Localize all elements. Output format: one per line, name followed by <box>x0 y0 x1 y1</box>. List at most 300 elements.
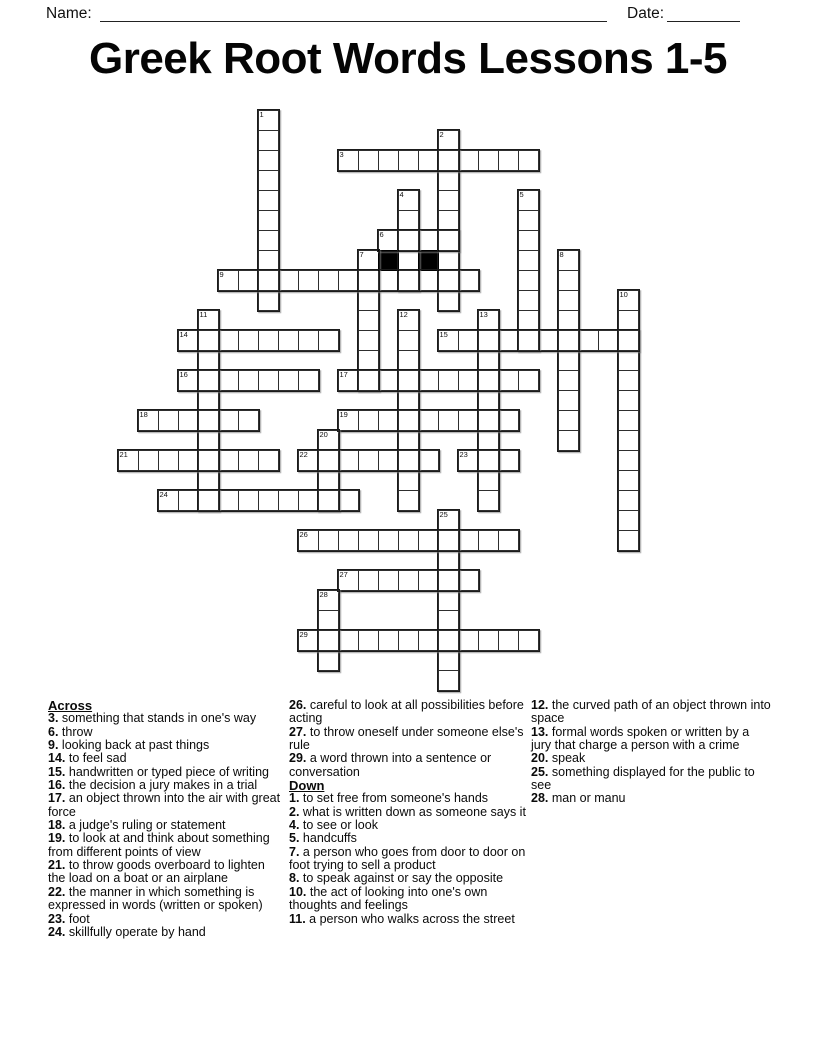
grid-cell[interactable] <box>258 330 279 351</box>
grid-cell[interactable] <box>518 630 539 651</box>
grid-cell[interactable] <box>298 630 319 651</box>
cell-number-24: 24 <box>159 490 168 499</box>
grid-cell[interactable] <box>618 410 639 431</box>
grid-cell[interactable] <box>438 410 459 431</box>
grid-cell[interactable] <box>378 450 399 471</box>
grid-cell[interactable] <box>618 370 639 391</box>
grid-cell[interactable] <box>518 250 539 271</box>
clue-number: 21. <box>48 858 66 873</box>
grid-cell[interactable] <box>558 250 579 271</box>
clue-text: a judge's ruling or statement <box>65 818 226 833</box>
grid-cell[interactable] <box>358 310 379 331</box>
grid-cell[interactable] <box>198 310 219 331</box>
grid-cell[interactable] <box>398 250 419 271</box>
cell-number-11: 11 <box>199 310 208 319</box>
grid-cell[interactable] <box>438 550 459 571</box>
grid-cell[interactable] <box>358 530 379 551</box>
clue-number: 2. <box>289 804 300 819</box>
cell-number-14: 14 <box>179 330 188 339</box>
clue-number: 20. <box>531 751 549 766</box>
grid-cell[interactable] <box>518 370 539 391</box>
grid-cell[interactable] <box>178 490 199 511</box>
grid-cell[interactable] <box>458 570 479 591</box>
clue-text: what is written down as someone says it <box>299 804 526 819</box>
grid-cell[interactable] <box>418 370 439 391</box>
cell-number-9: 9 <box>219 270 224 279</box>
grid-cell[interactable] <box>478 490 499 511</box>
grid-cell[interactable] <box>218 410 239 431</box>
clues-across-header: Across <box>48 698 93 713</box>
grid-cell[interactable] <box>218 270 239 291</box>
clue-number: 1. <box>289 791 300 806</box>
grid-cell[interactable] <box>518 190 539 211</box>
grid-cell[interactable] <box>498 630 519 651</box>
grid-cell[interactable] <box>418 150 439 171</box>
grid-cell[interactable] <box>318 650 339 671</box>
grid-cell[interactable] <box>318 490 339 511</box>
grid-cell[interactable] <box>338 570 359 591</box>
grid-cell[interactable] <box>358 410 379 431</box>
grid-cell[interactable] <box>558 270 579 291</box>
grid-cell[interactable] <box>438 330 459 351</box>
grid-cell[interactable] <box>438 190 459 211</box>
grid-cell[interactable] <box>398 330 419 351</box>
grid-cell[interactable] <box>258 190 279 211</box>
clue-number: 23. <box>48 911 66 926</box>
grid-cell[interactable] <box>358 330 379 351</box>
clue-text: an object thrown into the air with great force <box>48 791 281 819</box>
grid-cell[interactable] <box>618 450 639 471</box>
grid-cell[interactable] <box>338 270 359 291</box>
grid-cell[interactable] <box>418 230 439 251</box>
grid-cell[interactable] <box>358 370 379 391</box>
grid-cell[interactable] <box>318 330 339 351</box>
clue-number: 15. <box>48 764 66 779</box>
clue-text: something displayed for the public to see <box>531 764 755 793</box>
grid-cell[interactable] <box>518 310 539 331</box>
grid-cell[interactable] <box>458 330 479 351</box>
clue-text: to see or look <box>299 818 378 833</box>
grid-cell[interactable] <box>438 270 459 291</box>
grid-cell[interactable] <box>298 530 319 551</box>
clues-column-1 <box>48 699 282 939</box>
grid-cell[interactable] <box>338 150 359 171</box>
clue-text: to look at and think about something from different points of view <box>48 831 270 859</box>
clue-text: handwritten or typed piece of writing <box>65 764 269 779</box>
blocked-cell <box>418 250 439 271</box>
grid-cell[interactable] <box>418 630 439 651</box>
grid-cell[interactable] <box>438 230 459 251</box>
grid-cell[interactable] <box>238 330 259 351</box>
grid-cell[interactable] <box>458 450 479 471</box>
grid-cell[interactable] <box>138 410 159 431</box>
grid-cell[interactable] <box>618 510 639 531</box>
grid-cell[interactable] <box>338 530 359 551</box>
grid-cell[interactable] <box>458 530 479 551</box>
clue-20 <box>531 752 771 765</box>
grid-cell[interactable] <box>518 230 539 251</box>
grid-cell[interactable] <box>478 530 499 551</box>
grid-cell[interactable] <box>538 330 559 351</box>
grid-cell[interactable] <box>238 490 259 511</box>
grid-cell[interactable] <box>478 410 499 431</box>
grid-cell[interactable] <box>438 130 459 151</box>
grid-cell[interactable] <box>358 350 379 371</box>
clue-12 <box>531 699 771 726</box>
grid-cell[interactable] <box>398 490 419 511</box>
clues-column-2 <box>289 699 527 926</box>
grid-cell[interactable] <box>198 410 219 431</box>
grid-cell[interactable] <box>318 470 339 491</box>
grid-cell[interactable] <box>398 630 419 651</box>
grid-cell[interactable] <box>358 630 379 651</box>
grid-cell[interactable] <box>258 110 279 131</box>
clue-16 <box>48 779 282 792</box>
grid-cell[interactable] <box>158 490 179 511</box>
clue-text: to throw goods overboard to lighten the load on a boat or an airplane <box>48 858 265 886</box>
grid-cell[interactable] <box>398 230 419 251</box>
grid-cell[interactable] <box>398 410 419 431</box>
clue-text: foot <box>65 911 90 926</box>
grid-cell[interactable] <box>358 570 379 591</box>
grid-cell[interactable] <box>558 390 579 411</box>
cell-number-3: 3 <box>339 150 344 159</box>
grid-cell[interactable] <box>438 670 459 691</box>
cell-number-27: 27 <box>339 570 348 579</box>
grid-cell[interactable] <box>618 350 639 371</box>
cell-number-8: 8 <box>559 250 564 259</box>
date-label: Date: <box>627 5 665 22</box>
grid-cell[interactable] <box>438 250 459 271</box>
cell-number-16: 16 <box>179 370 188 379</box>
grid-cell[interactable] <box>618 330 639 351</box>
grid-cell[interactable] <box>458 630 479 651</box>
clue-number: 24. <box>48 924 66 939</box>
grid-cell[interactable] <box>318 630 339 651</box>
grid-cell[interactable] <box>498 330 519 351</box>
grid-cell[interactable] <box>618 490 639 511</box>
grid-cell[interactable] <box>478 470 499 491</box>
grid-cell[interactable] <box>438 630 459 651</box>
cell-number-28: 28 <box>319 590 328 599</box>
clue-number: 29. <box>289 751 307 766</box>
grid-cell[interactable] <box>198 450 219 471</box>
grid-cell[interactable] <box>478 390 499 411</box>
grid-cell[interactable] <box>198 330 219 351</box>
grid-cell[interactable] <box>398 190 419 211</box>
grid-cell[interactable] <box>438 170 459 191</box>
grid-cell[interactable] <box>438 150 459 171</box>
grid-cell[interactable] <box>258 270 279 291</box>
grid-cell[interactable] <box>258 170 279 191</box>
grid-cell[interactable] <box>138 450 159 471</box>
grid-cell[interactable] <box>398 350 419 371</box>
grid-cell[interactable] <box>378 150 399 171</box>
grid-cell[interactable] <box>398 210 419 231</box>
clue-text: handcuffs <box>299 831 357 846</box>
grid-cell[interactable] <box>358 150 379 171</box>
grid-cell[interactable] <box>578 330 599 351</box>
grid-cell[interactable] <box>278 490 299 511</box>
grid-cell[interactable] <box>338 410 359 431</box>
grid-cell[interactable] <box>418 570 439 591</box>
grid-cell[interactable] <box>498 410 519 431</box>
grid-cell[interactable] <box>278 330 299 351</box>
clue-text: a word thrown into a sentence or conversation <box>289 751 492 779</box>
clue-22 <box>48 886 282 913</box>
grid-cell[interactable] <box>618 470 639 491</box>
grid-cell[interactable] <box>478 430 499 451</box>
clue-text: to feel sad <box>65 751 127 766</box>
grid-cell[interactable] <box>478 630 499 651</box>
grid-cell[interactable] <box>438 510 459 531</box>
grid-cell[interactable] <box>378 410 399 431</box>
grid-cell[interactable] <box>438 610 459 631</box>
grid-cell[interactable] <box>398 530 419 551</box>
grid-cell[interactable] <box>298 330 319 351</box>
clue-text: a person who walks across the street <box>305 911 515 926</box>
cell-number-4: 4 <box>399 190 404 199</box>
grid-cell[interactable] <box>478 150 499 171</box>
clue-2 <box>289 806 527 819</box>
grid-cell[interactable] <box>378 270 399 291</box>
grid-cell[interactable] <box>398 310 419 331</box>
grid-cell[interactable] <box>218 450 239 471</box>
cell-number-19: 19 <box>339 410 348 419</box>
blocked-cell <box>378 250 399 271</box>
grid-cell[interactable] <box>418 410 439 431</box>
grid-cell[interactable] <box>198 490 219 511</box>
grid-cell[interactable] <box>198 390 219 411</box>
grid-cell[interactable] <box>258 210 279 231</box>
grid-cell[interactable] <box>358 290 379 311</box>
clue-25 <box>531 766 771 793</box>
grid-cell[interactable] <box>558 330 579 351</box>
grid-cell[interactable] <box>338 490 359 511</box>
grid-cell[interactable] <box>198 370 219 391</box>
clue-3 <box>48 712 282 725</box>
grid-cell[interactable] <box>318 270 339 291</box>
clue-number: 6. <box>48 724 59 739</box>
grid-cell[interactable] <box>558 370 579 391</box>
grid-cell[interactable] <box>178 410 199 431</box>
grid-cell[interactable] <box>438 590 459 611</box>
clue-number: 28. <box>531 791 549 806</box>
clue-number: 27. <box>289 724 307 739</box>
date-input-line[interactable] <box>667 1 740 22</box>
grid-cell[interactable] <box>498 450 519 471</box>
grid-cell[interactable] <box>458 270 479 291</box>
grid-cell[interactable] <box>418 270 439 291</box>
grid-cell[interactable] <box>338 630 359 651</box>
grid-cell[interactable] <box>398 570 419 591</box>
clue-6 <box>48 726 282 739</box>
grid-cell[interactable] <box>318 430 339 451</box>
cell-number-7: 7 <box>359 250 364 259</box>
grid-cell[interactable] <box>498 150 519 171</box>
grid-cell[interactable] <box>458 370 479 391</box>
grid-cell[interactable] <box>278 370 299 391</box>
grid-cell[interactable] <box>618 530 639 551</box>
grid-cell[interactable] <box>478 450 499 471</box>
grid-cell[interactable] <box>378 530 399 551</box>
grid-cell[interactable] <box>398 270 419 291</box>
clue-text: skillfully operate by hand <box>65 924 206 939</box>
grid-cell[interactable] <box>238 270 259 291</box>
clue-28 <box>531 792 771 805</box>
grid-cell[interactable] <box>258 250 279 271</box>
grid-cell[interactable] <box>218 330 239 351</box>
grid-cell[interactable] <box>298 490 319 511</box>
cell-number-6: 6 <box>379 230 384 239</box>
clue-number: 9. <box>48 738 59 753</box>
grid-cell[interactable] <box>618 290 639 311</box>
clue-text: to throw oneself under someone else's rule <box>289 724 524 753</box>
clue-number: 12. <box>531 698 549 712</box>
clue-17 <box>48 792 282 819</box>
grid-cell[interactable] <box>298 270 319 291</box>
grid-cell[interactable] <box>318 610 339 631</box>
grid-cell[interactable] <box>458 410 479 431</box>
grid-cell[interactable] <box>518 330 539 351</box>
grid-cell[interactable] <box>558 410 579 431</box>
clue-text: speak <box>548 751 586 766</box>
grid-cell[interactable] <box>438 570 459 591</box>
clue-number: 8. <box>289 871 300 886</box>
grid-cell[interactable] <box>218 370 239 391</box>
clue-23 <box>48 913 282 926</box>
clue-number: 11. <box>289 911 306 926</box>
grid-cell[interactable] <box>178 450 199 471</box>
grid-cell[interactable] <box>378 370 399 391</box>
grid-cell[interactable] <box>498 530 519 551</box>
grid-cell[interactable] <box>118 450 139 471</box>
cell-number-10: 10 <box>619 290 628 299</box>
grid-cell[interactable] <box>398 390 419 411</box>
grid-cell[interactable] <box>298 450 319 471</box>
grid-cell[interactable] <box>498 370 519 391</box>
grid-cell[interactable] <box>478 350 499 371</box>
grid-cell[interactable] <box>558 350 579 371</box>
clue-24 <box>48 926 282 939</box>
grid-cell[interactable] <box>598 330 619 351</box>
grid-cell[interactable] <box>398 430 419 451</box>
grid-cell[interactable] <box>258 290 279 311</box>
clue-text: the curved path of an object thrown into space <box>531 698 771 726</box>
grid-cell[interactable] <box>398 370 419 391</box>
clue-5 <box>289 832 527 845</box>
grid-cell[interactable] <box>378 230 399 251</box>
grid-cell[interactable] <box>318 530 339 551</box>
grid-cell[interactable] <box>158 450 179 471</box>
grid-cell[interactable] <box>518 210 539 231</box>
grid-cell[interactable] <box>478 330 499 351</box>
grid-cell[interactable] <box>258 490 279 511</box>
cell-number-25: 25 <box>439 510 448 519</box>
grid-cell[interactable] <box>438 530 459 551</box>
grid-cell[interactable] <box>178 330 199 351</box>
grid-cell[interactable] <box>398 150 419 171</box>
grid-cell[interactable] <box>178 370 199 391</box>
cell-number-22: 22 <box>299 450 308 459</box>
grid-cell[interactable] <box>398 450 419 471</box>
grid-cell[interactable] <box>218 490 239 511</box>
grid-cell[interactable] <box>378 570 399 591</box>
grid-cell[interactable] <box>478 370 499 391</box>
grid-cell[interactable] <box>338 450 359 471</box>
grid-cell[interactable] <box>298 370 319 391</box>
cell-number-20: 20 <box>319 430 328 439</box>
grid-cell[interactable] <box>238 410 259 431</box>
clue-21 <box>48 859 282 886</box>
grid-cell[interactable] <box>258 230 279 251</box>
grid-cell[interactable] <box>338 370 359 391</box>
clue-10 <box>289 886 527 913</box>
grid-cell[interactable] <box>458 150 479 171</box>
grid-cell[interactable] <box>258 130 279 151</box>
grid-cell[interactable] <box>238 370 259 391</box>
clue-18 <box>48 819 282 832</box>
grid-cell[interactable] <box>198 350 219 371</box>
grid-cell[interactable] <box>358 450 379 471</box>
grid-cell[interactable] <box>258 370 279 391</box>
grid-cell[interactable] <box>518 270 539 291</box>
cell-number-1: 1 <box>259 110 264 119</box>
grid-cell[interactable] <box>238 450 259 471</box>
grid-cell[interactable] <box>278 270 299 291</box>
grid-cell[interactable] <box>158 410 179 431</box>
grid-cell[interactable] <box>518 150 539 171</box>
grid-cell[interactable] <box>418 530 439 551</box>
clue-text: to speak against or say the opposite <box>299 871 504 886</box>
grid-cell[interactable] <box>618 310 639 331</box>
grid-cell[interactable] <box>378 630 399 651</box>
name-input-line[interactable] <box>100 1 607 22</box>
grid-cell[interactable] <box>618 390 639 411</box>
clue-text: the act of looking into one's own thoughts and feelings <box>289 884 488 913</box>
grid-cell[interactable] <box>558 290 579 311</box>
grid-cell[interactable] <box>198 470 219 491</box>
cell-number-17: 17 <box>339 370 348 379</box>
grid-cell[interactable] <box>358 270 379 291</box>
grid-cell[interactable] <box>618 430 639 451</box>
grid-cell[interactable] <box>418 450 439 471</box>
clue-number: 22. <box>48 884 66 899</box>
grid-cell[interactable] <box>358 250 379 271</box>
grid-cell[interactable] <box>318 590 339 611</box>
grid-cell[interactable] <box>198 430 219 451</box>
clue-26 <box>289 699 527 726</box>
grid-cell[interactable] <box>438 210 459 231</box>
clue-29 <box>289 752 527 779</box>
cell-number-13: 13 <box>479 310 488 319</box>
grid-cell[interactable] <box>558 310 579 331</box>
grid-cell[interactable] <box>518 290 539 311</box>
grid-cell[interactable] <box>318 450 339 471</box>
grid-cell[interactable] <box>438 290 459 311</box>
grid-cell[interactable] <box>438 650 459 671</box>
grid-cell[interactable] <box>398 470 419 491</box>
grid-cell[interactable] <box>438 370 459 391</box>
cell-number-12: 12 <box>399 310 408 319</box>
clue-text: something that stands in one's way <box>58 711 257 726</box>
name-label: Name: <box>46 5 92 22</box>
clue-text: man or manu <box>548 791 626 806</box>
grid-cell[interactable] <box>478 310 499 331</box>
grid-cell[interactable] <box>258 150 279 171</box>
grid-cell[interactable] <box>258 450 279 471</box>
grid-cell[interactable] <box>558 430 579 451</box>
